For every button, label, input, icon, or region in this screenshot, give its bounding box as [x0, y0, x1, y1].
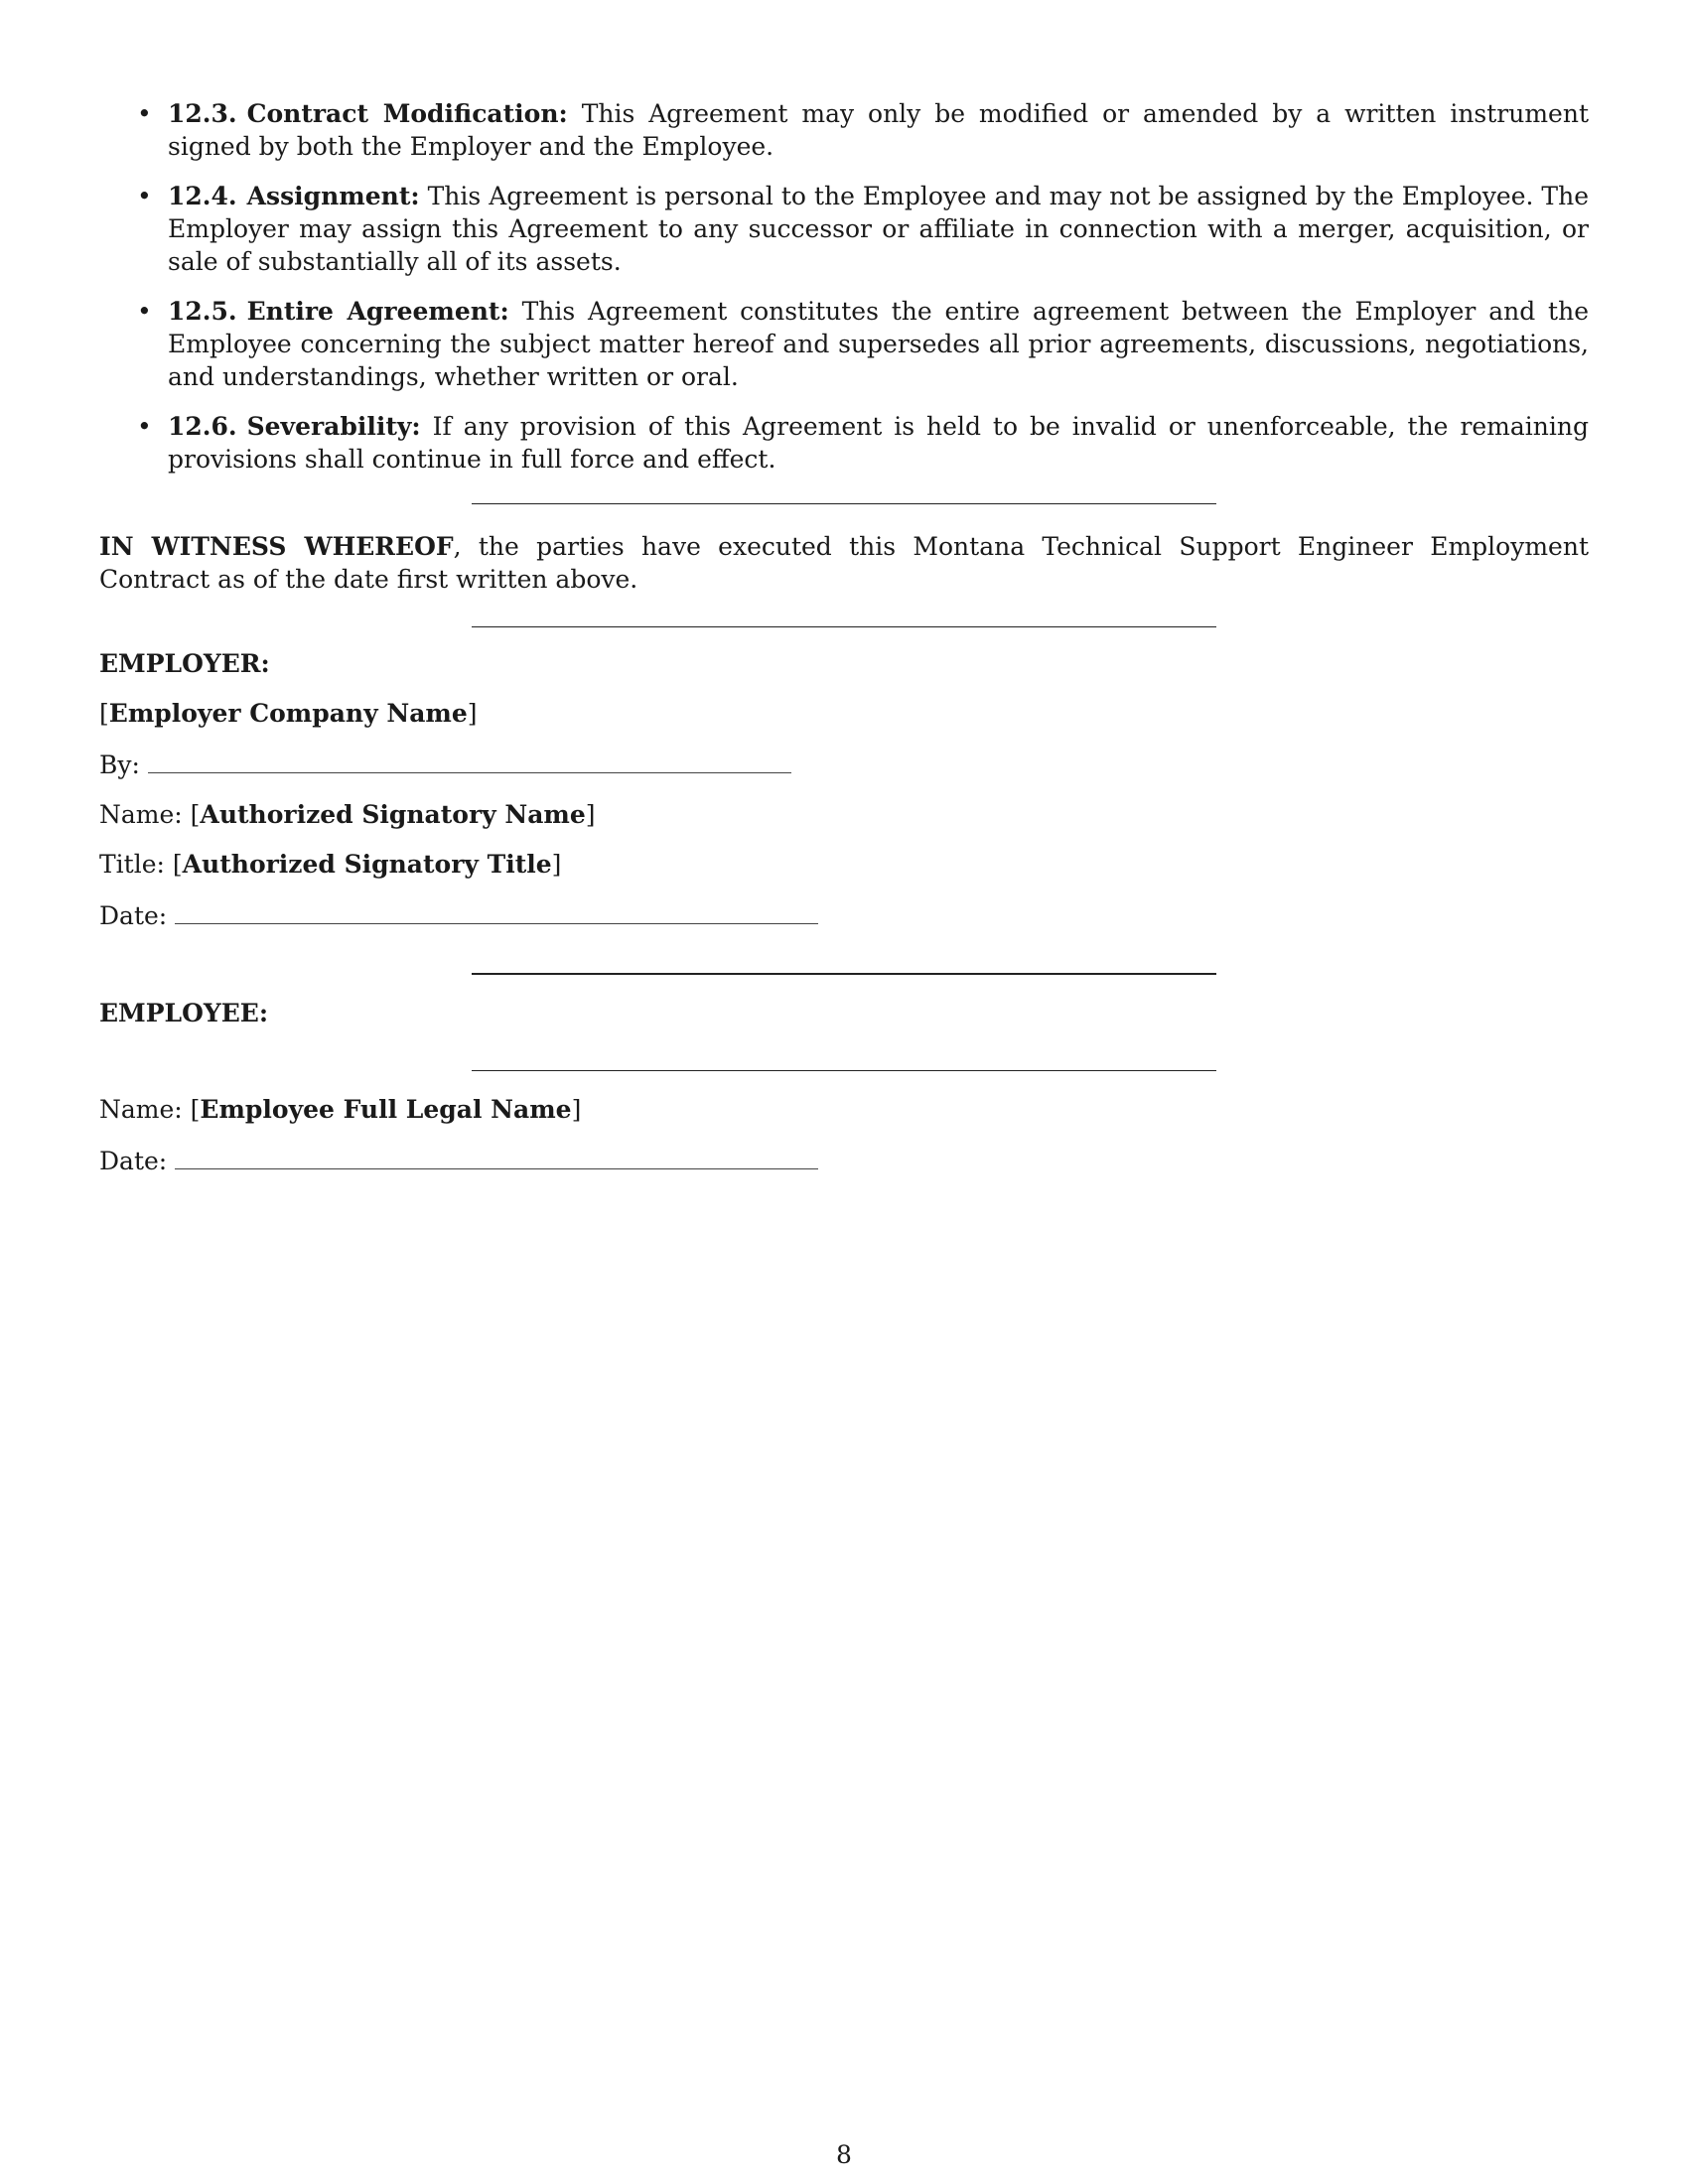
clause-item	[99, 410, 1589, 476]
clause-item	[99, 97, 1589, 163]
date-label: Date:	[99, 1147, 168, 1175]
clause-text: This Agreement is personal to the Employee and may not be assigned by the Employee. The Employer may assign this Agreement to any successor or affiliate in connection with a merger, acquisition, or sale of substantially all of its assets.	[168, 182, 1589, 276]
clause-text: This Agreement constitutes the entire agreement between the Employer and the Employee concerning the subject matter hereof and supersedes all prior agreements, discussions, negotiations, and understandings, whether written or oral.	[168, 297, 1590, 391]
clause-title: Assignment:	[246, 182, 420, 210]
employer-heading: EMPLOYER:	[99, 649, 270, 678]
section-divider	[472, 503, 1216, 504]
employer-company-name: Employer Company Name	[108, 699, 468, 728]
by-label: By:	[99, 751, 140, 779]
clause-title: Contract Modification:	[246, 99, 568, 128]
clause-number: 12.6.	[168, 412, 237, 441]
date-label: Date:	[99, 901, 168, 930]
witness-text: , the parties have executed this Montana Technical Support Engineer Employment Contract as of the date first written above.	[99, 532, 1589, 594]
clause-title: Severability:	[246, 412, 421, 441]
section-divider	[472, 626, 1216, 627]
bullet-icon: •	[137, 99, 152, 128]
clause-number: 12.3.	[168, 99, 237, 128]
signatory-name: Authorized Signatory Name	[200, 800, 586, 829]
employee-signature-line[interactable]	[472, 1070, 1216, 1071]
clause-list	[99, 97, 1589, 476]
clause-title: Entire Agreement:	[246, 297, 509, 326]
clause-text: This Agreement may only be modified or amended by a written instrument signed by both the Employer and the Employee.	[168, 99, 1590, 161]
employee-name-line: Name: [Employee Full Legal Name]	[99, 1095, 582, 1124]
page-content	[99, 97, 1589, 1177]
employer-name-line: Name: [Authorized Signatory Name]	[99, 800, 596, 829]
employer-by-line	[99, 747, 1589, 781]
name-label: Name:	[99, 800, 183, 829]
clause-item	[99, 295, 1589, 393]
employer-signature-field[interactable]	[148, 747, 791, 773]
employer-date-line	[99, 897, 1589, 932]
employer-company: [Employer Company Name]	[99, 699, 478, 728]
employer-date-field[interactable]	[175, 897, 818, 924]
section-divider	[472, 973, 1216, 975]
employee-heading: EMPLOYEE:	[99, 999, 269, 1027]
clause-number: 12.4.	[168, 182, 237, 210]
employer-title-line: Title: [Authorized Signatory Title]	[99, 850, 562, 879]
signatory-title: Authorized Signatory Title	[182, 850, 552, 879]
name-label: Name:	[99, 1095, 183, 1124]
clause-item	[99, 180, 1589, 278]
clause-text: If any provision of this Agreement is held to be invalid or unenforceable, the remaining provisions shall continue in full force and effect.	[168, 412, 1589, 474]
page-number: 8	[836, 2140, 852, 2169]
bullet-icon: •	[137, 182, 152, 210]
witness-statement	[99, 530, 1589, 596]
employee-name: Employee Full Legal Name	[200, 1095, 572, 1124]
employee-date-field[interactable]	[175, 1143, 818, 1169]
clause-number: 12.5.	[168, 297, 237, 326]
bullet-icon: •	[137, 412, 152, 441]
witness-lead: IN WITNESS WHEREOF	[99, 532, 454, 561]
bullet-icon: •	[137, 297, 152, 326]
employee-date-line	[99, 1143, 1589, 1177]
title-label: Title:	[99, 850, 165, 879]
